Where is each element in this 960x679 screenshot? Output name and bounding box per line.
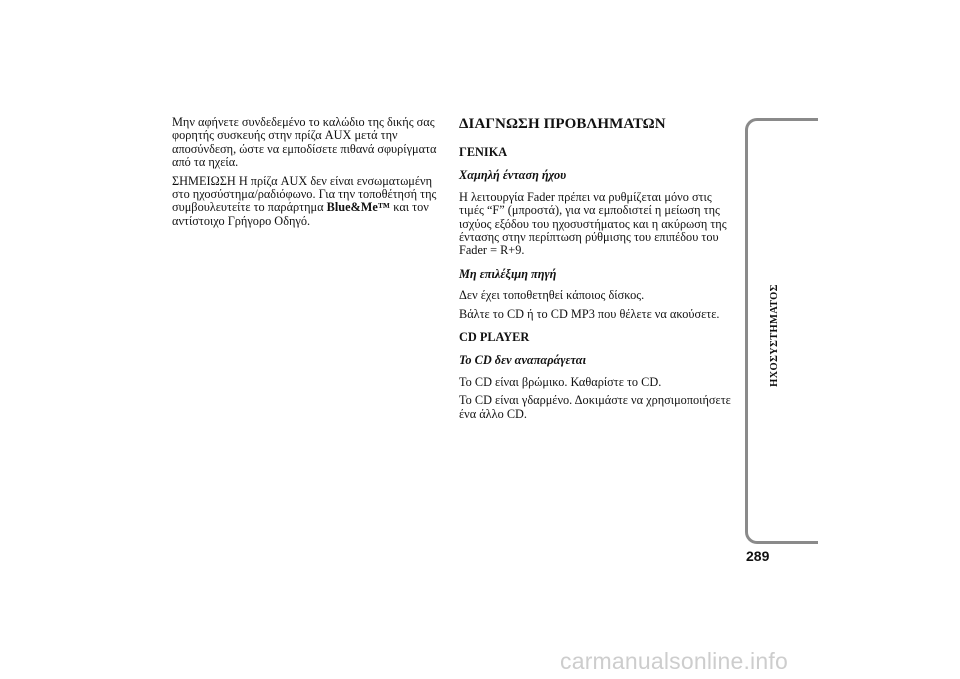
cd-player-heading: CD PLAYER [459,330,530,345]
general-heading: ΓΕΝΙΚΑ [459,145,508,159]
source-heading: Μη επιλέξιμη πηγή [459,266,557,281]
source-text-1: Δεν έχει τοποθετηθεί κάποιος δίσκος. [459,288,645,303]
watermark: carmanualsonline.info [560,648,788,674]
low-volume-text: Η λειτουργία Fader πρέπει να ρυθμίζεται μόνο στις τιμές “F” (μπροστά), για να εμποδιστεί η μείωση της ισχύος εξόδου του ηχοσυστήματος και η ακύρωση της έντασης στην περίπτωση ρύθμισης του επιπέδου του Fader = R+9. [459,189,727,258]
section-title: ΔΙΑΓΝΩΣΗ ΠΡΟΒΛΗΜΑΤΩΝ [459,116,666,132]
side-tab-label [766,275,782,395]
aux-warning-paragraph: Μην αφήνετε συνδεδεμένο το καλώδιο της δικής σας φορητής συσκευής στην πρίζα AUX μετά την αποσύνδεση, ώστε να εμποδίσετε πιθανά σφυρίγματα από τα ηχεία. [172,115,437,170]
low-volume-heading: Χαμηλή ένταση ήχου [459,168,567,183]
aux-note-paragraph [172,175,444,229]
cd-noplay-heading: Το CD δεν αναπαράγεται [459,353,587,368]
page-number: 289 [746,548,770,564]
aux-note-text-end: και τον αντίστοιχο Γρήγορο Οδηγό. [172,200,429,228]
blue-me-term: Blue&Me™ [326,200,391,215]
source-text-2: Βάλτε το CD ή το CD MP3 που θέλετε να ακούσετε. [459,306,720,321]
aux-note-text-start: ΣΗΜΕΙΩΣΗ Η πρίζα AUX δεν είναι ενσωματωμένη στο ηχοσύστημα/ραδιόφωνο. Για την τοποθέτησή της συμβουλευτείτε το παράρτημα [172,173,437,215]
cd-text-2: Το CD είναι γδαρμένο. Δοκιμάστε να χρησιμοποιήσετε ένα άλλο CD. [459,393,731,421]
side-tab-text: ΗΧΟΣΥΣΤΗΜΑΤΟΣ [768,283,780,387]
left-column [172,116,444,233]
right-column [459,116,739,426]
cd-text-1: Το CD είναι βρώμικο. Καθαρίστε το CD. [459,374,662,389]
